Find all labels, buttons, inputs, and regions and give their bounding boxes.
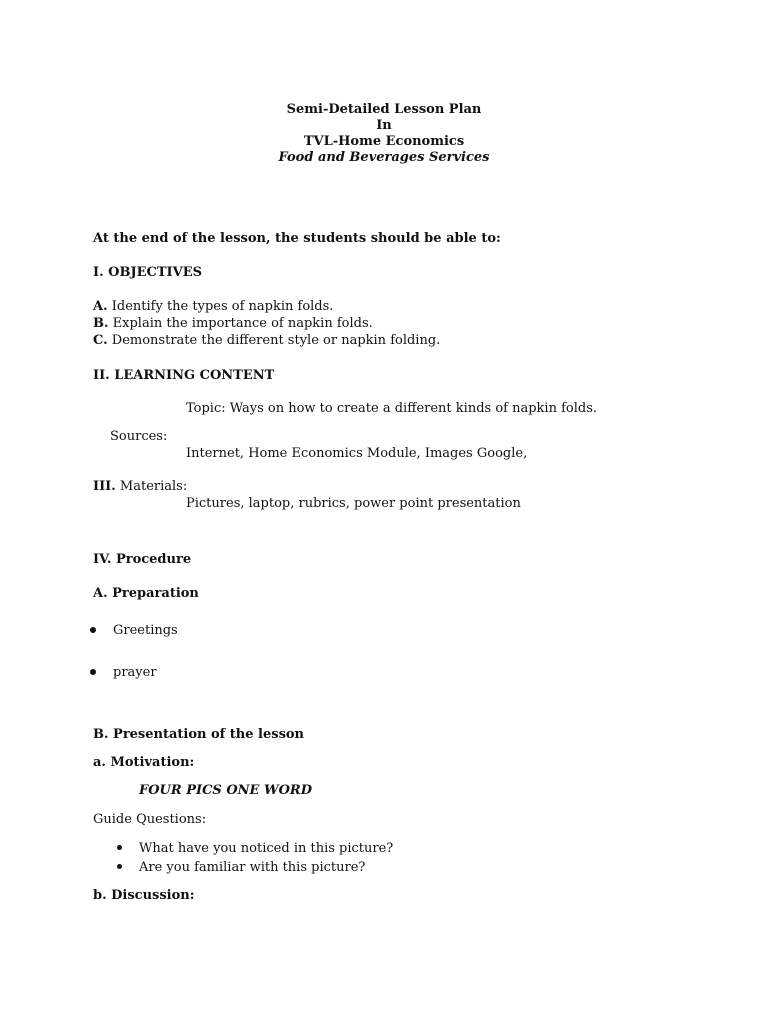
title-line-3: TVL-Home Economics (303, 134, 465, 149)
guide-questions-label: Guide Questions: (93, 812, 207, 827)
document-title-block (0, 102, 768, 166)
objective-letter-c: C. (93, 333, 108, 348)
objective-item-b (93, 315, 373, 332)
sources-list: Internet, Home Economics Module, Images Google, (186, 446, 528, 461)
objective-text-b: Explain the importance of napkin folds. (108, 316, 373, 331)
materials-label: Materials: (115, 479, 188, 494)
bullet-icon (90, 669, 96, 675)
objectives-heading: I. OBJECTIVES (93, 265, 202, 280)
materials-number: III. (93, 479, 116, 494)
motivation-heading: a. Motivation: (93, 755, 195, 770)
topic-line: Topic: Ways on how to create a different kinds of napkin folds. (186, 401, 597, 416)
title-line-1: Semi-Detailed Lesson Plan (286, 102, 482, 117)
preparation-item-greetings: Greetings (113, 623, 178, 638)
discussion-heading: b. Discussion: (93, 888, 195, 903)
objective-item-a (93, 298, 333, 315)
bullet-icon (117, 864, 122, 869)
objective-letter-b: B. (93, 316, 109, 331)
objective-text-c: Demonstrate the different style or napkin folding. (107, 333, 441, 348)
title-line-2: In (376, 118, 392, 133)
objective-item-c (93, 332, 440, 349)
bullet-icon (117, 845, 122, 850)
learning-content-heading: II. LEARNING CONTENT (93, 368, 275, 383)
intro-statement: At the end of the lesson, the students should be able to: (93, 231, 501, 246)
materials-label-line (93, 478, 187, 495)
bullet-icon (90, 627, 96, 633)
sources-label: Sources: (110, 429, 168, 444)
materials-list: Pictures, laptop, rubrics, power point presentation (186, 496, 521, 511)
presentation-heading: B. Presentation of the lesson (93, 727, 305, 742)
title-line-4: Food and Beverages Services (278, 150, 490, 165)
objective-text-a: Identify the types of napkin folds. (107, 299, 334, 314)
preparation-item-prayer: prayer (113, 665, 157, 680)
guide-question-1: What have you noticed in this picture? (139, 841, 394, 856)
game-title: FOUR PICS ONE WORD (139, 783, 312, 798)
objective-letter-a: A. (93, 299, 108, 314)
procedure-heading: IV. Procedure (93, 552, 192, 567)
preparation-heading: A. Preparation (93, 586, 199, 601)
guide-question-2: Are you familiar with this picture? (139, 860, 366, 875)
